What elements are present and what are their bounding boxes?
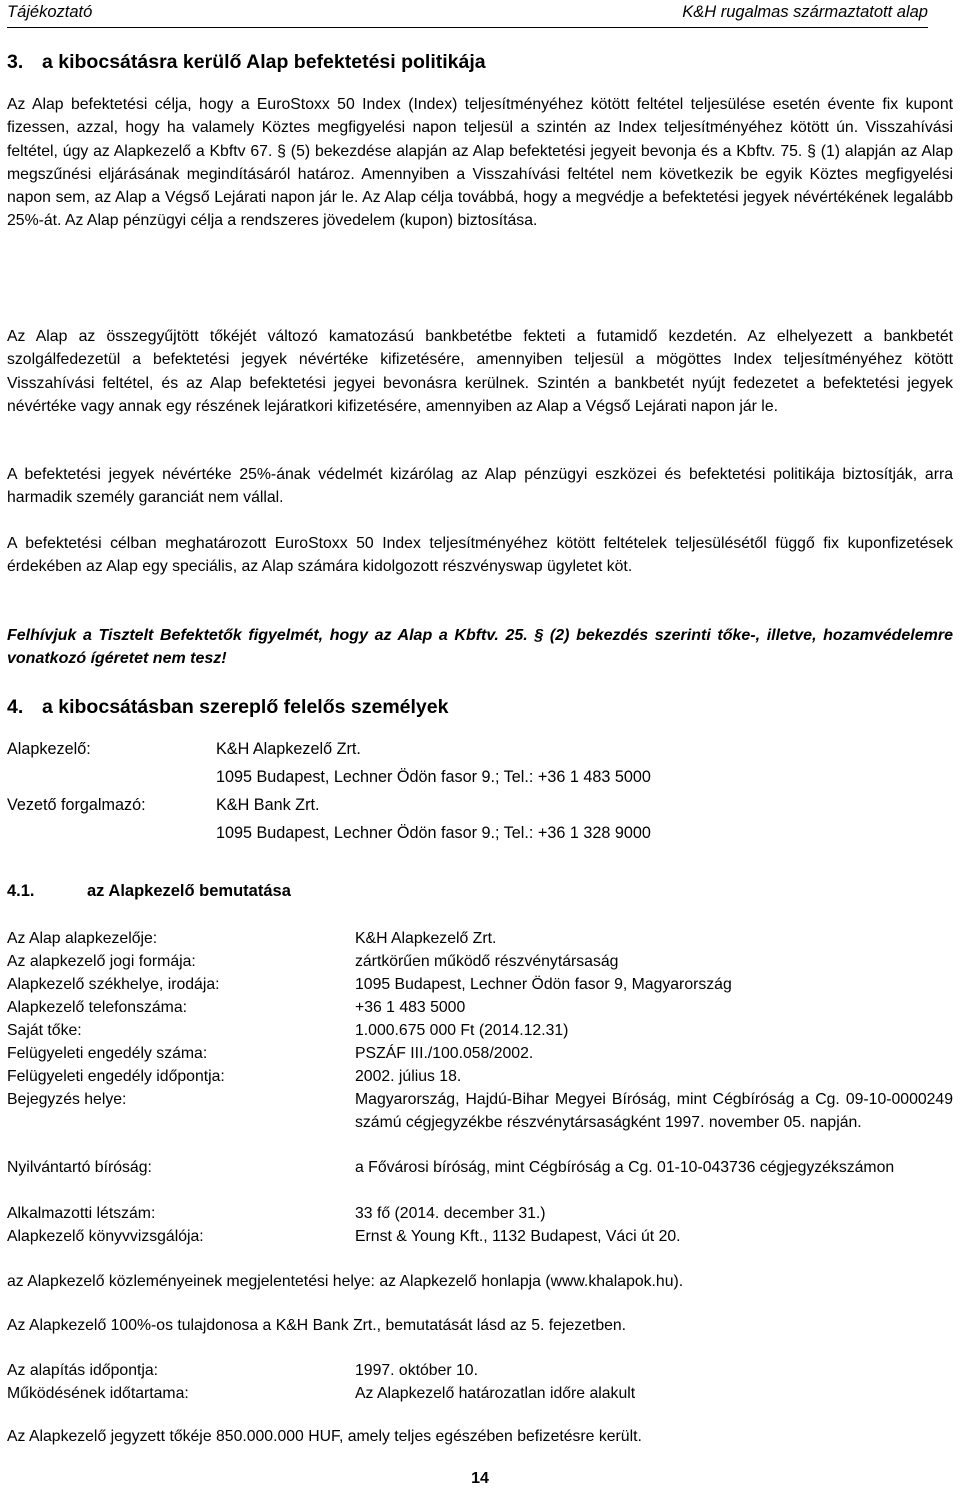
page-number: 14: [471, 1470, 489, 1487]
info-value: 33 fő (2014. december 31.): [355, 1205, 546, 1222]
section-4-title: a kibocsátásban szereplő felelős személyek: [42, 696, 449, 718]
info-value: zártkörűen működő részvénytársaság: [355, 953, 619, 970]
section-3-paragraph-3: A befektetési jegyek névértéke 25%-ának védelmét kizárólag az Alap pénzügyi eszközei és befektetési politikája biztosítják, arra harmadik személy garanciát nem vállal.: [7, 466, 953, 507]
distributor-label: Vezető forgalmazó:: [7, 796, 146, 814]
info-label: Alapkezelő székhelye, irodája:: [7, 976, 220, 993]
info-label: Alkalmazotti létszám:: [7, 1205, 156, 1222]
info-label: Saját tőke:: [7, 1022, 82, 1039]
info-label: Felügyeleti engedély időpontja:: [7, 1068, 225, 1085]
info-value: K&H Alapkezelő Zrt.: [355, 930, 497, 947]
info-value: Magyarország, Hajdú-Bihar Megyei Bíróság, mint Cégbíróság a Cg. 09-10-0000249 számú cégjegyzékbe részvénytársaságként 1997. november 05. napján.: [355, 1091, 953, 1131]
section-3-paragraph-4: A befektetési célban meghatározott EuroStoxx 50 Index teljesítményéhez kötött feltételek teljesülésétől függő fix kuponfizetések érdekében az Alap egy speciális, az Alap számára kidolgozott részvényswap ügyletet köt.: [7, 535, 953, 576]
page-header: [7, 0, 928, 28]
header-right-title: K&H rugalmas származtatott alap: [682, 3, 928, 21]
section-4-1-title: az Alapkezelő bemutatása: [87, 882, 291, 900]
founded-label: Az alapítás időpontja:: [7, 1362, 159, 1379]
info-value: +36 1 483 5000: [355, 999, 466, 1016]
info-value: 1095 Budapest, Lechner Ödön fasor 9, Magyarország: [355, 976, 732, 993]
investor-notice: Felhívjuk a Tisztelt Befektetők figyelmét, hogy az Alap a Kbftv. 25. § (2) bekezdés szerinti tőke-, illetve, hozamvédelemre vonatkozó ígéretet nem tesz!: [7, 627, 953, 668]
manager-name: K&H Alapkezelő Zrt.: [216, 740, 361, 758]
manager-label: Alapkezelő:: [7, 740, 91, 758]
distributor-name: K&H Bank Zrt.: [216, 796, 320, 814]
info-label: Az alapkezelő jogi formája:: [7, 953, 196, 970]
info-label: Nyilvántartó bíróság:: [7, 1159, 152, 1176]
info-value: 2002. július 18.: [355, 1068, 462, 1085]
section-3-heading: [7, 51, 486, 74]
info-label: Felügyeleti engedély száma:: [7, 1045, 208, 1062]
duration-value: Az Alapkezelő határozatlan időre alakult: [355, 1385, 636, 1402]
info-value: PSZÁF III./100.058/2002.: [355, 1045, 534, 1062]
info-label: Alapkezelő könyvvizsgálója:: [7, 1228, 204, 1245]
info-value: Ernst & Young Kft., 1132 Budapest, Váci út 20.: [355, 1228, 681, 1245]
section-3-paragraph-2: Az Alap az összegyűjtött tőkéjét változó kamatozású bankbetétbe fekteti a futamidő kezdetén. Az elhelyezett a bankbetét szolgálfedezetül a befektetési jegyek névértéke kifizetésére, amennyiben teljesül a mögöttes Index teljesítményéhez kötött Visszahívási feltétel, és az Alap befektetési jegyei bevonásra kerülnek. Szintén a bankbetét nyújt fedezetet a befektetési jegyek névértéke vagy annak egy részének lejáratkori kifizetésére, amennyiben az Alap a Végső Lejárati napon jár le.: [7, 328, 953, 415]
section-4-1-number: 4.1.: [7, 882, 35, 900]
distributor-address: 1095 Budapest, Lechner Ödön fasor 9.; Tel.: +36 1 328 9000: [216, 824, 651, 842]
info-label: Bejegyzés helye:: [7, 1091, 127, 1108]
section-3-number: 3.: [7, 51, 24, 73]
ownership-note: Az Alapkezelő 100%-os tulajdonosa a K&H Bank Zrt., bemutatását lásd az 5. fejezetben.: [7, 1317, 627, 1334]
info-label: Az Alap alapkezelője:: [7, 930, 158, 947]
registered-capital: Az Alapkezelő jegyzett tőkéje 850.000.000 HUF, amely teljes egészében befizetésre került.: [7, 1428, 642, 1445]
info-value: 1.000.675 000 Ft (2014.12.31): [355, 1022, 569, 1039]
section-3-paragraph-1: Az Alap befektetési célja, hogy a EuroStoxx 50 Index (Index) teljesítményéhez kötött feltétel teljesülése esetén évente fix kupont fizessen, azzal, hogy ha valamely Köztes megfigyelési napon teljesül a szintén az Index teljesítményéhez kötött ún. Visszahívási feltétel, úgy az Alapkezelő a Kbftv 67. § (5) bekezdése alapján az Alap befektetési jegyeit bevonja és a Kbftv. 75. § (1) alapján az Alap megszűnési eljárásának megindításáról határoz. Amennyiben a Visszahívási feltétel nem következik be egyik Köztes megfigyelési napon sem, az Alap a Végső Lejárati napon jár le. Az Alap célja továbbá, hogy a megvédje a befektetési jegyek névértékének legalább 25%-át. Az Alap pénzügyi célja a rendszeres jövedelem (kupon) biztosítása.: [7, 96, 953, 230]
publication-place: az Alapkezelő közleményeinek megjelentetési helye: az Alapkezelő honlapja (www.khalapok.hu).: [7, 1273, 684, 1290]
section-4-number: 4.: [7, 696, 24, 718]
header-left-title: Tájékoztató: [7, 3, 93, 21]
duration-label: Működésének időtartama:: [7, 1385, 189, 1402]
info-label: Alapkezelő telefonszáma:: [7, 999, 188, 1016]
section-4-heading: [7, 696, 448, 719]
info-value: a Fővárosi bíróság, mint Cégbíróság a Cg. 01-10-043736 cégjegyzékszámon: [355, 1159, 895, 1176]
manager-address: 1095 Budapest, Lechner Ödön fasor 9.; Tel.: +36 1 483 5000: [216, 768, 651, 786]
founded-value: 1997. október 10.: [355, 1362, 478, 1379]
section-3-title: a kibocsátásra kerülő Alap befektetési politikája: [42, 51, 486, 73]
